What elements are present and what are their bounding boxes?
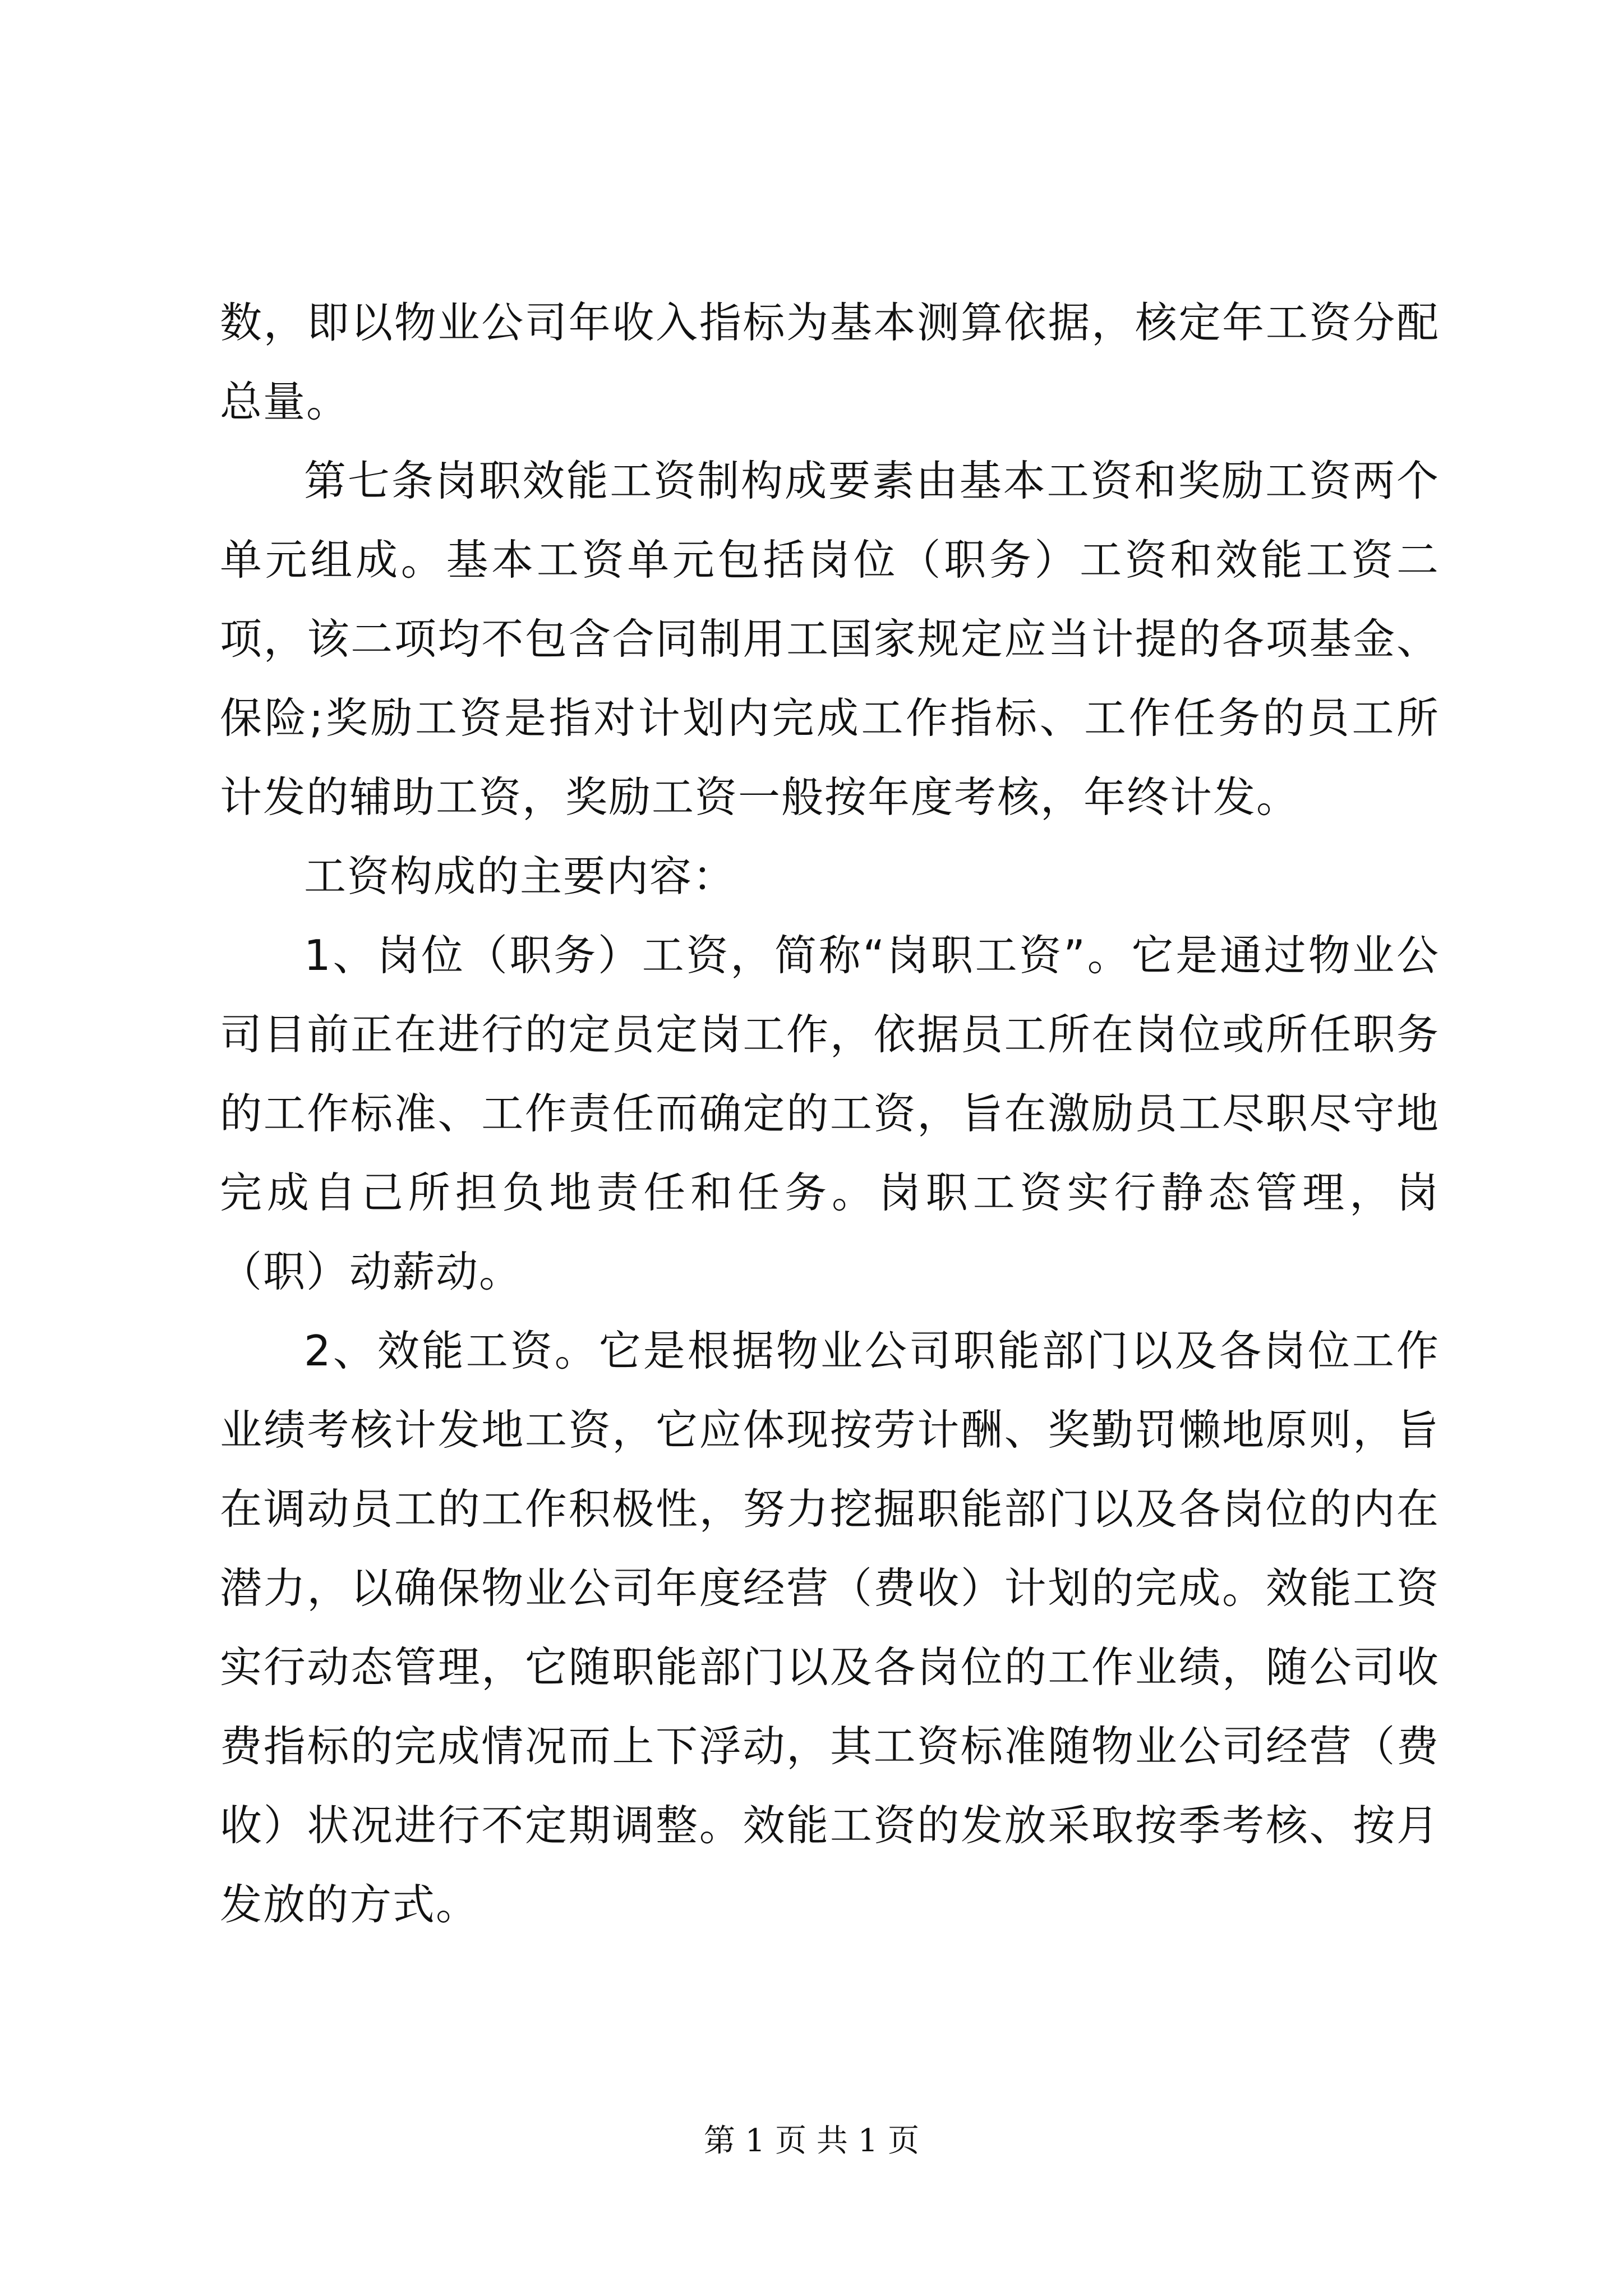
paragraph-article-7: 第七条岗职效能工资制构成要素由基本工资和奖励工资两个单元组成。基本工资单元包括岗位（职务）工资和效能工资二项，该二项均不包含合同制用工国家规定应当计提的各项基金、保险;奖励工资是指对计划内完成工作指标、工作任务的员工所计发的辅助工资，奖励工资一般按年度考核，年终计发。 — [220, 456, 1440, 822]
paragraph-continuation: 数，即以物业公司年收入指标为基本测算依据，核定年工资分配总量。 — [220, 298, 1440, 426]
paragraph-item-1: 1、岗位（职务）工资，简称“岗职工资”。它是通过物业公司目前正在进行的定员定岗工作，依据员工所在岗位或所任职务的工作标准、工作责任而确定的工资，旨在激励员工尽职尽守地完成自己所担负地责任和任务。岗职工资实行静态管理，岗（职）动薪动。 — [220, 931, 1440, 1296]
paragraph-composition-heading: 工资构成的主要内容： — [304, 852, 736, 901]
paragraph-item-2: 2、效能工资。它是根据物业公司职能部门以及各岗位工作业绩考核计发地工资，它应体现按劳计酬、奖勤罚懒地原则，旨在调动员工的工作积极性，努力挖掘职能部门以及各岗位的内在潜力，以确保物业公司年度经营（费收）计划的完成。效能工资实行动态管理，它随职能部门以及各岗位的工作业绩，随公司收费指标的完成情况而上下浮动，其工资标准随物业公司经营（费收）状况进行不定期调整。效能工资的发放采取按季考核、按月发放的方式。 — [220, 1326, 1440, 1929]
page-footer: 第 1 页 共 1 页 — [703, 2123, 920, 2159]
document-body — [220, 283, 1440, 1944]
